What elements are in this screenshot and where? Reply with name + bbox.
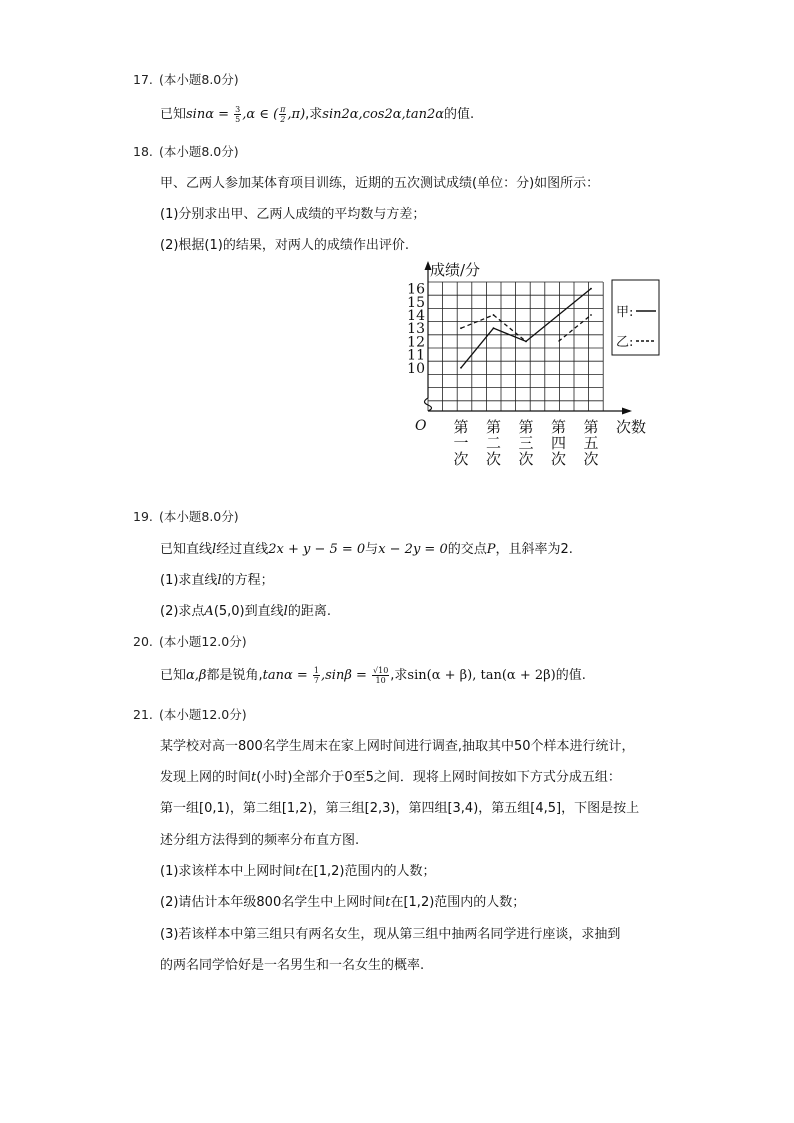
q18-line-1: 甲、乙两人参加某体育项目训练，近期的五次测试成绩(单位：分)如图所示： <box>160 176 600 191</box>
q19-t1: 已知直线 <box>160 542 213 557</box>
q19-t9: (5,0)到直线 <box>213 604 284 619</box>
series-line-甲 <box>461 289 591 368</box>
q21-line-2 <box>160 766 621 785</box>
q20-f2-num: √10 <box>373 666 389 675</box>
y-tick-label: 11 <box>407 347 425 364</box>
q19-number: 19. <box>133 509 153 524</box>
q20-t1: 已知 <box>160 668 187 683</box>
origin-label: O <box>415 418 427 434</box>
q20-number: 20. <box>133 634 153 649</box>
q21-var-t-3: t <box>385 895 391 910</box>
q20-f2-den: 10 <box>375 676 386 685</box>
q18-header <box>133 142 239 160</box>
q17-score: (本小题8.0分) <box>159 72 239 87</box>
q19-t4: 的交点 <box>447 542 487 557</box>
q21-line-6 <box>160 891 525 910</box>
q17-interval-close: ,π) <box>287 107 306 122</box>
q21-number: 21. <box>133 707 153 722</box>
q19-score: (本小题8.0分) <box>159 509 239 524</box>
q17-pi-fraction <box>279 105 286 124</box>
chart-grid <box>428 282 603 411</box>
q19-point-a: A <box>204 604 214 619</box>
q18-number: 18. <box>133 144 153 159</box>
q21-line-3: 第一组[0,1)，第二组[1,2)，第三组[2,3)，第四组[3,4)，第五组[4,5]，下图是按上 <box>160 801 640 816</box>
q21-score: (本小题12.0分) <box>159 707 247 722</box>
q17-eq: = <box>214 107 234 122</box>
q18-line-3: (2)根据(1)的结果，对两人的成绩作出评价. <box>160 238 409 253</box>
y-tick-label: 10 <box>407 360 425 377</box>
q21-header <box>133 705 247 723</box>
q17-text: 已知 <box>160 107 187 122</box>
q20-frac-1 <box>313 666 320 685</box>
q20-t2: 都是锐角, <box>206 668 263 683</box>
series-point-乙 <box>493 314 495 316</box>
q19-l-2: l <box>217 573 222 588</box>
y-tick-label: 12 <box>407 334 425 351</box>
legend-label: 乙: <box>616 335 634 350</box>
chart-legend <box>612 280 659 355</box>
q19-l: l <box>212 542 217 557</box>
q17-pi-num: π <box>280 105 286 114</box>
q19-t3: 与 <box>365 542 379 557</box>
q19-t7: 的方程； <box>221 573 274 588</box>
q19-t6: (1)求直线 <box>160 573 218 588</box>
q20-header <box>133 632 247 650</box>
legend-label: 甲: <box>616 305 634 320</box>
q20-frac-2 <box>372 666 389 685</box>
x-category-char: 次 <box>550 450 567 468</box>
q19-t5: ，且斜率为2. <box>495 542 573 557</box>
x-category-char: 五 <box>583 434 599 452</box>
x-category-char: 第 <box>453 418 469 436</box>
q20-score: (本小题12.0分) <box>159 634 247 649</box>
q21-var-t: t <box>251 770 257 785</box>
x-category-labels <box>453 418 598 468</box>
x-category-char: 一 <box>453 434 469 452</box>
series-point-乙 <box>460 327 462 329</box>
series-point-甲 <box>460 367 462 369</box>
q21-t5: (2)请估计本年级800名学生中上网时间 <box>160 895 386 910</box>
q17-number: 17. <box>133 72 153 87</box>
series-point-甲 <box>558 314 560 316</box>
q19-point-p: P <box>486 542 496 557</box>
chart-series <box>460 288 592 369</box>
q21-line-5 <box>160 860 435 879</box>
series-point-乙 <box>590 314 592 316</box>
q19-header <box>133 507 239 525</box>
x-category-char: 次 <box>518 450 534 468</box>
q18-line-2: (1)分别求出甲、乙两人成绩的平均数与方差； <box>160 207 426 222</box>
q20-t4: 的值. <box>555 668 586 683</box>
q17-statement <box>160 103 474 124</box>
score-line-chart <box>390 258 690 473</box>
q19-line-3 <box>160 600 331 619</box>
series-point-甲 <box>590 288 592 290</box>
q17-exprs: sin2α,cos2α,tan2α <box>322 107 445 122</box>
q20-f1-num: 1 <box>313 666 319 675</box>
x-axis-label: 次数 <box>616 418 647 436</box>
x-category-char: 第 <box>550 418 567 436</box>
series-point-甲 <box>493 327 495 329</box>
y-axis-label: 成绩/分 <box>430 261 481 279</box>
q21-line-8: 的两名同学恰好是一名男生和一名女生的概率. <box>160 958 425 973</box>
q20-sinb: ,sinβ = <box>320 668 371 683</box>
q17-pi-den: 2 <box>280 115 286 124</box>
q19-eq1: 2x + y − 5 = 0 <box>268 542 366 557</box>
q21-line-4: 述分组方法得到的频率分布直方图. <box>160 833 360 848</box>
q17-frac-den: 5 <box>235 115 241 124</box>
q19-t2: 经过直线 <box>216 542 269 557</box>
q20-ab: α,β <box>186 668 207 683</box>
q17-text-2: ,求 <box>305 107 323 122</box>
y-tick-label: 14 <box>407 308 425 324</box>
y-tick-label: 16 <box>407 281 425 298</box>
q19-line-2 <box>160 569 274 588</box>
x-category-char: 二 <box>485 434 502 452</box>
y-tick-label: 13 <box>407 321 425 338</box>
q17-sina: sinα <box>186 107 214 122</box>
q19-line-1 <box>160 538 573 557</box>
q17-header <box>133 70 239 88</box>
q20-t3: ,求 <box>390 668 408 683</box>
series-point-乙 <box>525 341 527 343</box>
q21-line-1: 某学校对高一800名学生周末在家上网时间进行调查,抽取其中50个样本进行统计， <box>160 739 635 754</box>
q18-score: (本小题8.0分) <box>159 144 239 159</box>
q20-tana: tanα = <box>262 668 312 683</box>
x-category-char: 次 <box>485 450 502 468</box>
x-category-char: 第 <box>485 418 502 436</box>
x-category-char: 四 <box>550 434 567 452</box>
q17-text-3: 的值. <box>444 107 475 122</box>
q21-t1: 发现上网的时间 <box>160 770 252 785</box>
x-category-char: 第 <box>583 418 599 436</box>
q21-t3: (1)求该样本中上网时间 <box>160 864 296 879</box>
q17-frac-num: 3 <box>235 105 241 114</box>
q17-fraction <box>234 105 241 124</box>
x-axis-arrow <box>622 408 632 415</box>
x-category-char: 次 <box>453 450 469 468</box>
x-category-char: 第 <box>518 418 534 436</box>
q20-statement <box>160 664 586 685</box>
q21-t4: 在[1,2)范围内的人数； <box>300 864 436 879</box>
series-line-乙 <box>559 315 592 341</box>
q17-interval-open: ,α ∈ ( <box>242 107 279 122</box>
q19-l-3: l <box>283 604 288 619</box>
y-tick-label: 15 <box>407 294 425 311</box>
q21-t2: (小时)全部介于0至5之间．现将上网时间按如下方式分成五组： <box>256 770 621 785</box>
q21-var-t-2: t <box>295 864 301 879</box>
q21-line-7: (3)若该样本中第三组只有两名女生，现从第三组中抽两名同学进行座谈，求抽到 <box>160 927 621 942</box>
q19-t8: (2)求点 <box>160 604 205 619</box>
q20-f1-den: 7 <box>313 676 319 685</box>
q19-t10: 的距离. <box>287 604 331 619</box>
q19-eq2: x − 2y = 0 <box>378 542 448 557</box>
y-tick-labels <box>407 282 425 377</box>
q20-expr: sin(α + β), tan(α + 2β) <box>407 668 556 683</box>
q21-t6: 在[1,2)范围内的人数； <box>390 895 526 910</box>
x-category-char: 次 <box>583 450 599 468</box>
x-category-char: 三 <box>518 434 534 452</box>
